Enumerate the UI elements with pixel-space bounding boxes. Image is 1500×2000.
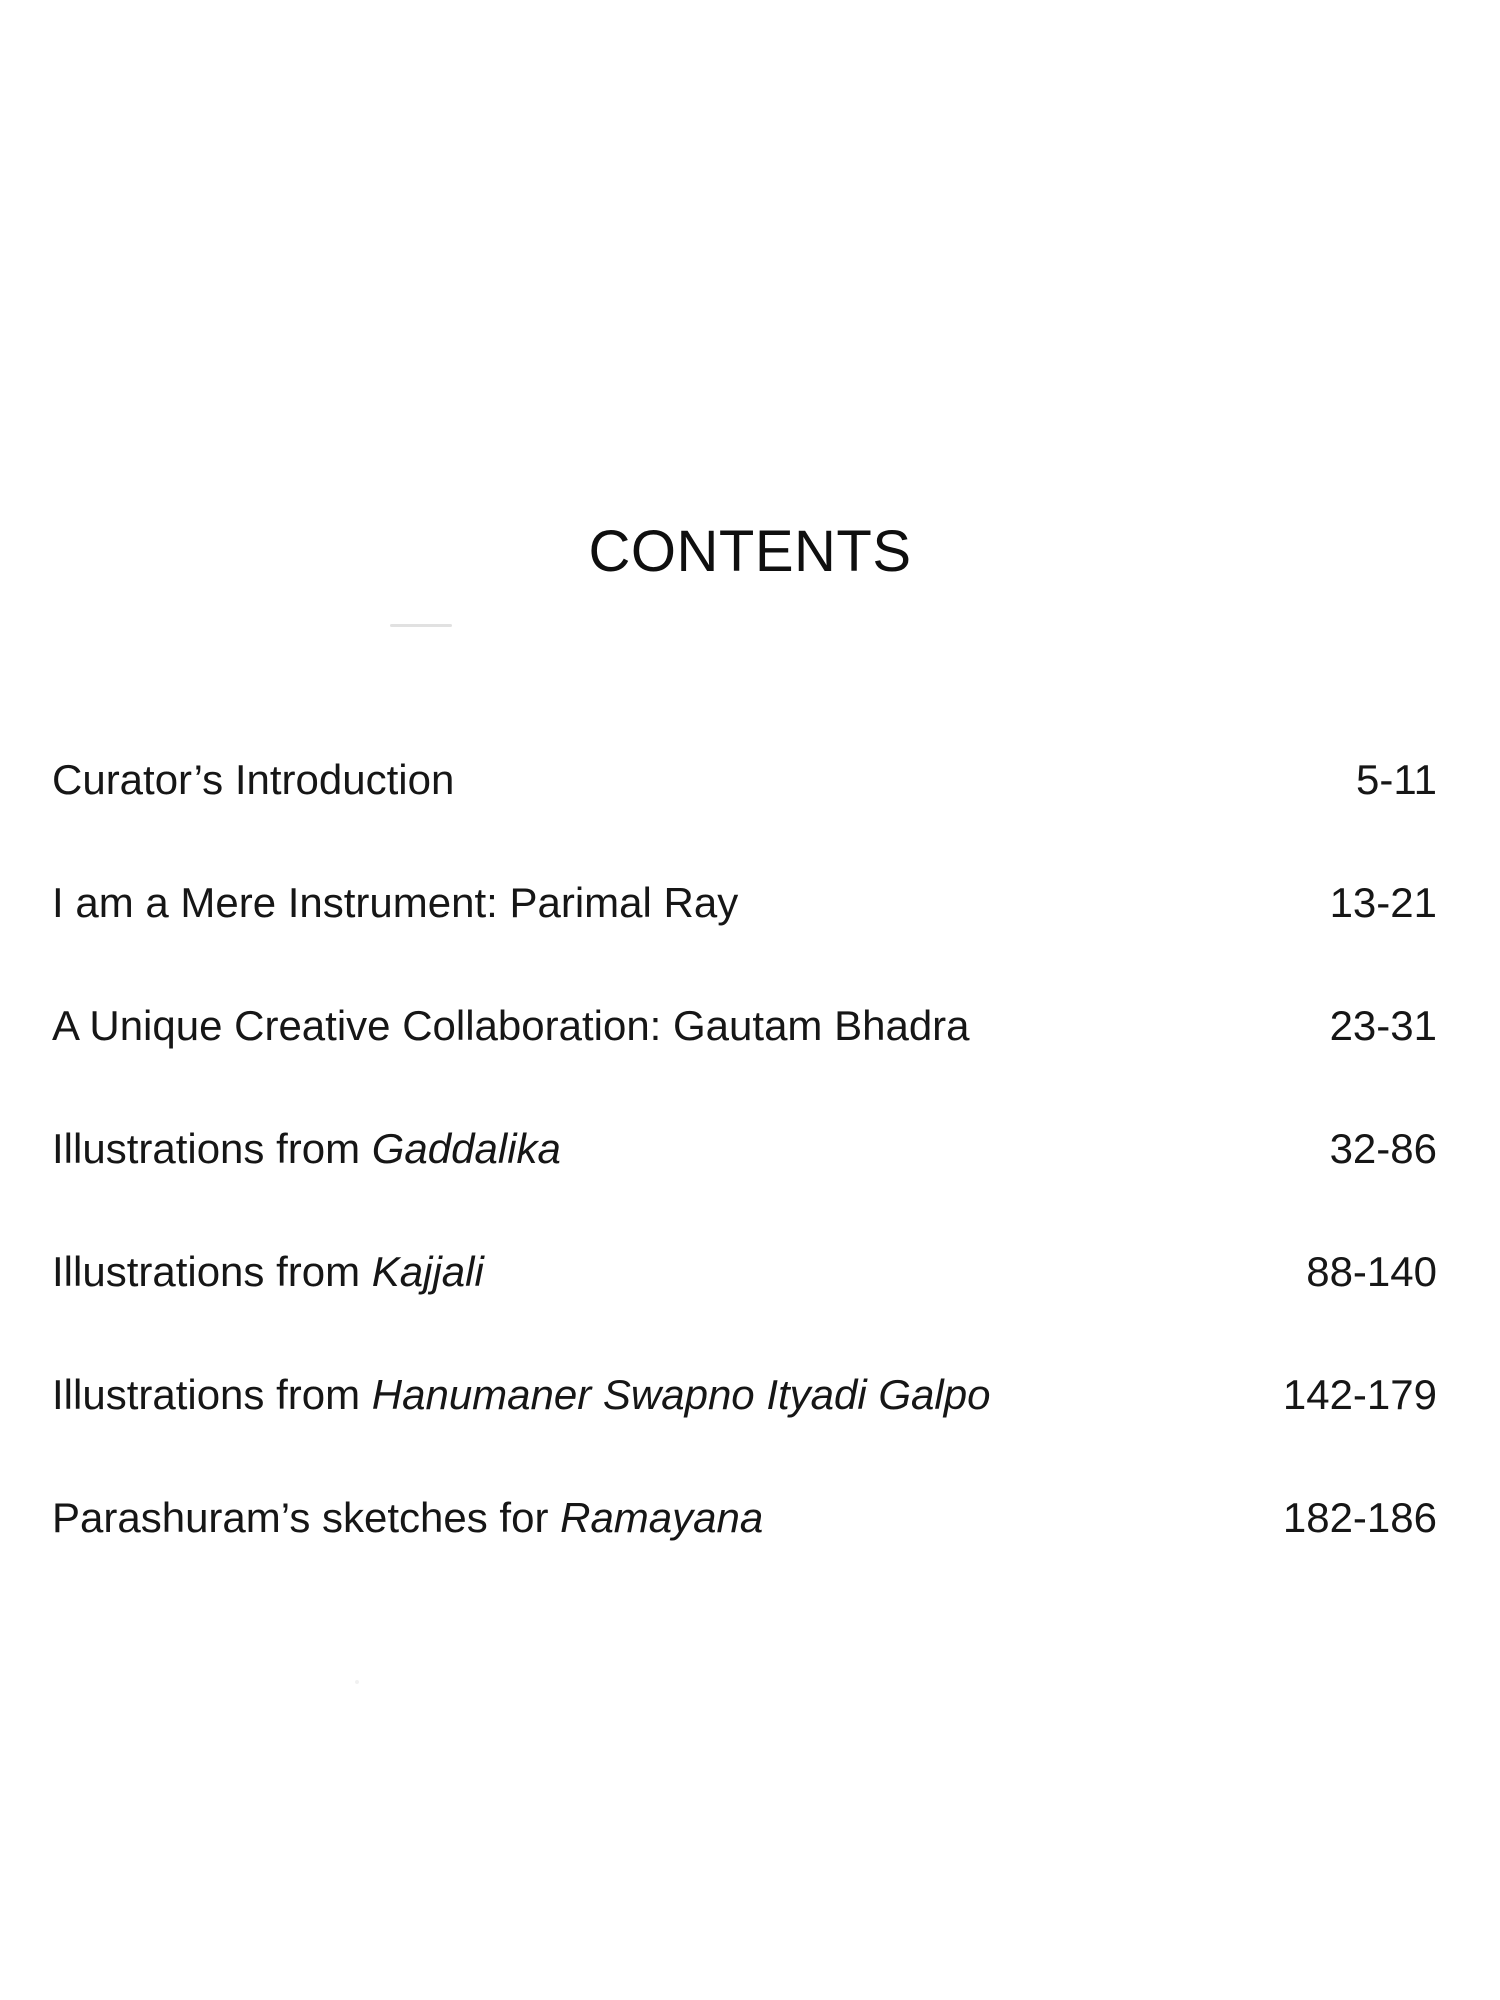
toc-entry-pages: 142-179: [1282, 1370, 1437, 1418]
toc-entry-pages: 32-86: [1329, 1124, 1437, 1172]
toc-entry-title: I am a Mere Instrument: Parimal Ray: [52, 878, 739, 926]
toc-entry-ramayana-sketches: [52, 1456, 1437, 1579]
scan-mark: [355, 1680, 359, 1684]
toc-entry-mere-instrument: [52, 841, 1437, 964]
toc-entry-title: Illustrations from Hanumaner Swapno Ityadi Galpo: [52, 1370, 991, 1418]
toc-entry-pages: 5-11: [1356, 755, 1437, 803]
toc-entry-gaddalika: [52, 1087, 1437, 1210]
table-of-contents: [52, 718, 1437, 1579]
toc-entry-pages: 182-186: [1282, 1493, 1437, 1541]
page-title: CONTENTS: [588, 519, 912, 584]
toc-entry-hanumaner-swapno: [52, 1333, 1437, 1456]
toc-entry-title: A Unique Creative Collaboration: Gautam Bhadra: [52, 1001, 970, 1049]
toc-entry-title: Curator’s Introduction: [52, 755, 455, 803]
scan-mark: [390, 624, 452, 627]
toc-entry-title: Illustrations from Gaddalika: [52, 1124, 561, 1172]
toc-entry-pages: 13-21: [1329, 878, 1437, 926]
toc-entry-creative-collaboration: [52, 964, 1437, 1087]
toc-entry-title: Parashuram’s sketches for Ramayana: [52, 1493, 764, 1541]
toc-entry-pages: 23-31: [1329, 1001, 1437, 1049]
toc-entry-title: Illustrations from Kajjali: [52, 1247, 484, 1295]
toc-entry-pages: 88-140: [1306, 1247, 1437, 1295]
toc-entry-kajjali: [52, 1210, 1437, 1333]
toc-entry-curators-introduction: [52, 718, 1437, 841]
